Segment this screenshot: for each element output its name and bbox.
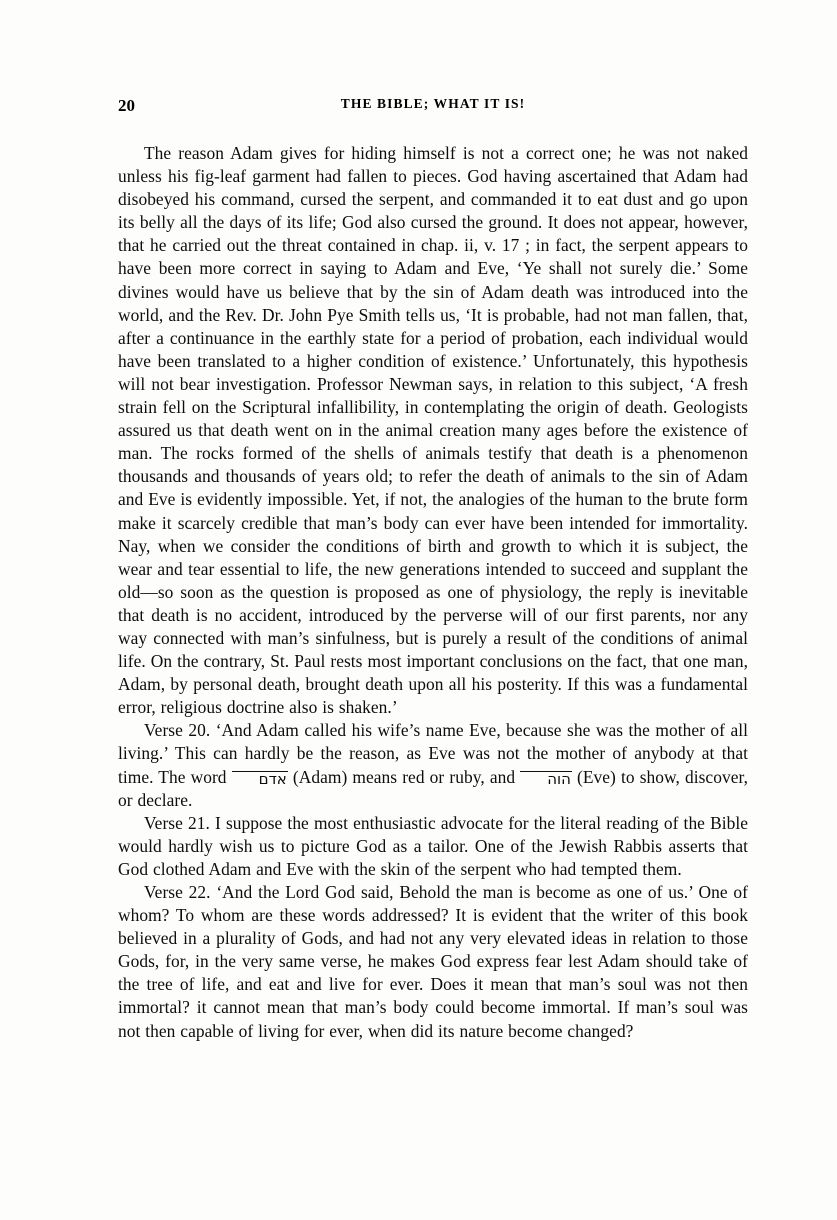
paragraph-2 xyxy=(118,719,748,811)
paragraph-1: The reason Adam gives for hiding himself is not a correct one; he was not naked unless his fig-leaf garment had fallen to pieces. God having ascertained that Adam had disobeyed his command, cursed the serpent, and commanded it to eat dust and go upon its belly all the days of its life; God also cursed the ground. It does not appear, however, that he carried out the threat contained in chap. ii, v. 17 ; in fact, the serpent appears to have been more correct in saying to Adam and Eve, ‘Ye shall not surely die.’ Some divines would have us believe that by the sin of Adam death was introduced into the world, and the Rev. Dr. John Pye Smith tells us, ‘It is probable, had not man fallen, that, after a continuance in the earthly state for a period of probation, each individual would have been translated to a higher condition of existence.’ Unfortunately, this hypothesis will not bear investigation. Professor Newman says, in relation to this subject, ‘A fresh strain fell on the Scriptural infallibility, in contemplating the origin of death. Geologists assured us that death went on in the animal creation many ages before the existence of man. The rocks formed of the shells of animals testify that death is a phenomenon thousands and thousands of years old; to refer the death of animals to the sin of Adam and Eve is evidently impossible. Yet, if not, the analogies of the human to the brute form make it scarcely credible that man’s body can ever have been intended for immortality. Nay, when we consider the conditions of birth and growth to which it is subject, the wear and tear essential to life, the new generations intended to succeed and supplant the old—so soon as the question is proposed as one of physiology, the reply is inevitable that death is no accident, introduced by the perverse will of our first parents, nor any way connected with man’s sinfulness, but is purely a result of the conditions of animal life. On the contrary, St. Paul rests most important conclusions on the fact, that one man, Adam, by personal death, brought death upon all his posterity. If this was a fundamental error, religious doctrine also is shaken.’ xyxy=(118,143,748,718)
page-header xyxy=(118,96,748,116)
paragraph-2-part-2: (Adam) means red or ruby, and xyxy=(287,766,521,787)
body-text xyxy=(118,142,748,1043)
paragraph-3: Verse 21. I suppose the most enthusiastic advocate for the literal reading of the Bible would hardly wish us to picture God as a tailor. One of the Jewish Rabbis asserts that God clothed Adam and Eve with the skin of the serpent who had tempted them. xyxy=(118,812,748,879)
hebrew-word-eve: הוה xyxy=(520,771,572,787)
paragraph-2-part-3: (Eve) to show, discover, or declare. xyxy=(118,766,749,810)
page-content xyxy=(118,96,748,1043)
running-head: THE BIBLE; WHAT IT IS! xyxy=(340,96,526,111)
hebrew-word-adam: אדם xyxy=(232,771,288,787)
paragraph-4: Verse 22. ‘And the Lord God said, Behold the man is become as one of us.’ One of whom? To whom are these words addressed? It is evident that the writer of this book believed in a plurality of Gods, and had not any very elevated ideas in relation to those Gods, for, in the very same verse, he makes God express fear lest Adam should take of the tree of life, and eat and live for ever. Does it mean that man’s soul was not then immortal? it cannot mean that man’s body could become immortal. If man’s soul was not then capable of living for ever, when did its nature become changed? xyxy=(118,882,748,1041)
paragraph-2-part-1: Verse 20. ‘And Adam called his wife’s name Eve, because she was the mother of all living.’ This can hardly be the reason, as Eve was not the mother of anybody at that time. The word xyxy=(118,720,748,787)
page-number: 20 xyxy=(118,96,135,115)
